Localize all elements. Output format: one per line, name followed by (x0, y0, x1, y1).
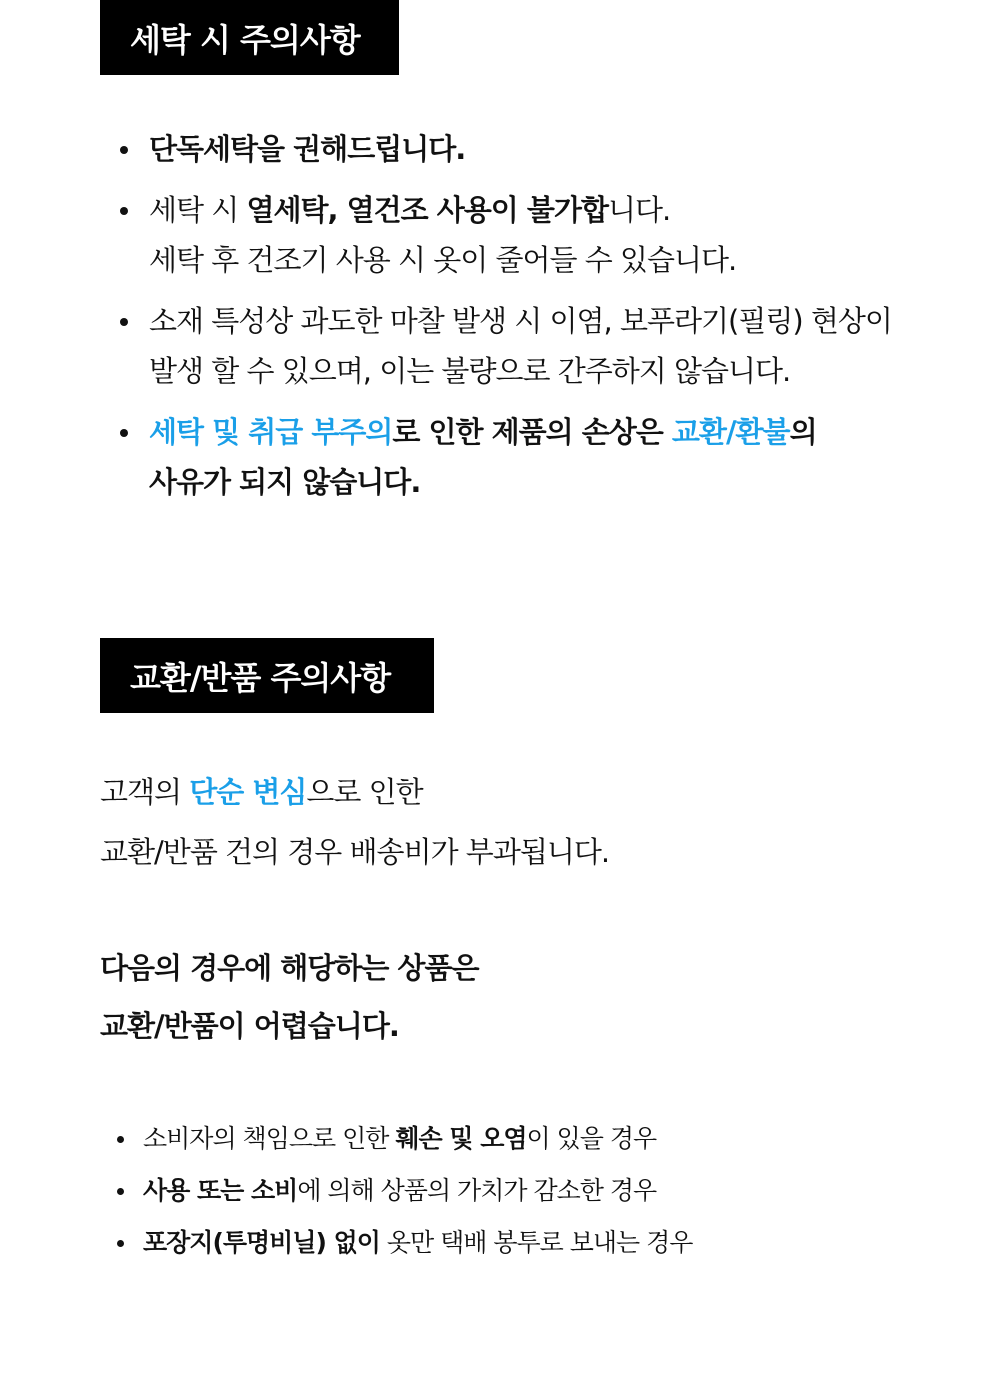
item-text-highlight: 교환/환불 (671, 415, 790, 449)
item-text: 세탁 시 (149, 193, 247, 227)
list-item (117, 1113, 977, 1165)
item-text: 세탁 후 건조기 사용 시 옷이 줄어들 수 있습니다. (149, 243, 737, 277)
item-text: 니다. (607, 193, 671, 227)
notice-text: 으로 인한 (306, 775, 423, 809)
item-text: 발생 할 수 있으며, 이는 불량으로 간주하지 않습니다. (149, 354, 791, 388)
item-text-bold: 로 인한 제품의 손상은 (392, 415, 672, 449)
notice-highlight: 단순 변심 (189, 775, 307, 809)
washing-caution-list (120, 124, 980, 518)
item-text-bold: 열세탁, 열건조 사용이 불가합 (246, 193, 608, 227)
item-text: 소재 특성상 과도한 마찰 발생 시 이염, 보푸라기(필링) 현상이 (149, 304, 892, 338)
item-text-bold: 훼손 및 오염 (395, 1124, 527, 1153)
notice-text: 고객의 (100, 775, 190, 809)
bullet-icon (120, 146, 128, 154)
list-item (117, 1217, 977, 1269)
bullet-icon (120, 318, 128, 326)
item-text: 소비자의 책임으로 인한 (143, 1124, 396, 1153)
list-item (120, 407, 980, 507)
non-refundable-heading (100, 939, 478, 1055)
item-text-highlight: 세탁 및 취급 부주의 (149, 415, 393, 449)
bullet-icon (117, 1136, 124, 1143)
list-item (120, 185, 980, 285)
refund-caution-heading (100, 638, 434, 713)
item-text-bold: 사용 또는 소비 (143, 1176, 298, 1205)
item-text: 에 의해 상품의 가치가 감소한 경우 (297, 1176, 657, 1205)
notice-text: 교환/반품이 어렵습니다. (100, 1009, 399, 1043)
item-text-bold: 포장지(투명비닐) 없이 (143, 1228, 380, 1257)
bullet-icon (120, 429, 128, 437)
list-item (117, 1165, 977, 1217)
item-text: 이 있을 경우 (526, 1124, 657, 1153)
item-text: 옷만 택배 봉투로 보내는 경우 (379, 1228, 693, 1257)
bullet-icon (117, 1240, 124, 1247)
refund-caution-title: 교환/반품 주의사항 (130, 658, 391, 697)
notice-text: 교환/반품 건의 경우 배송비가 부과됩니다. (100, 835, 610, 869)
list-item (120, 124, 980, 174)
item-text-bold: 사유가 되지 않습니다. (149, 465, 421, 499)
bullet-icon (120, 207, 128, 215)
item-text-bold: 의 (789, 415, 817, 449)
item-text-bold: 단독세탁을 권해드립니다. (149, 132, 466, 166)
washing-caution-heading (100, 0, 399, 75)
non-refundable-list (117, 1113, 977, 1269)
notice-text: 다음의 경우에 해당하는 상품은 (100, 951, 479, 985)
shipping-fee-notice (100, 762, 609, 882)
list-item (120, 296, 980, 396)
washing-caution-title: 세탁 시 주의사항 (130, 20, 360, 59)
bullet-icon (117, 1188, 124, 1195)
